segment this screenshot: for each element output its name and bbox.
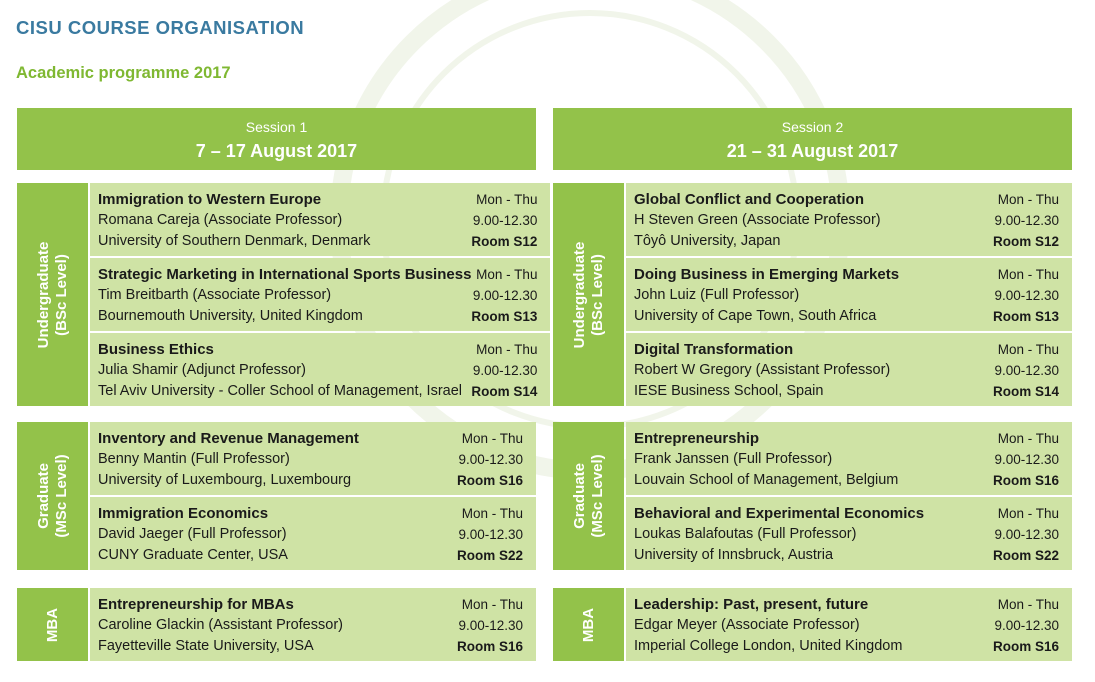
course-instructor: Edgar Meyer (Associate Professor) bbox=[634, 617, 860, 633]
course-instructor: Benny Mantin (Full Professor) bbox=[98, 451, 290, 467]
course-card bbox=[626, 588, 1072, 661]
course-institution: Louvain School of Management, Belgium bbox=[634, 472, 899, 488]
session-dates: 21 – 31 August 2017 bbox=[726, 141, 899, 161]
level-label bbox=[553, 422, 624, 570]
course-room: Room S13 bbox=[992, 309, 1059, 324]
course-time: 9.00-12.30 bbox=[472, 288, 538, 303]
level-sub: (BSc Level) bbox=[52, 253, 70, 336]
level-label bbox=[17, 588, 88, 661]
page-title: CISU COURSE ORGANISATION bbox=[16, 17, 305, 38]
course-days: Mon - Thu bbox=[997, 267, 1059, 282]
course-instructor: David Jaeger (Full Professor) bbox=[98, 526, 287, 542]
course-institution: Imperial College London, United Kingdom bbox=[634, 638, 903, 654]
level-block-graduate bbox=[17, 422, 536, 570]
session-header bbox=[17, 108, 536, 170]
page-subtitle: Academic programme 2017 bbox=[16, 64, 231, 82]
level-block-undergraduate bbox=[17, 183, 536, 406]
course-time: 9.00-12.30 bbox=[994, 213, 1059, 228]
course-card bbox=[626, 497, 1072, 570]
level-block-mba bbox=[17, 588, 536, 661]
course-time: 9.00-12.30 bbox=[472, 213, 538, 228]
course-title: Digital Transformation bbox=[634, 341, 794, 358]
course-card bbox=[90, 183, 550, 256]
level-block-graduate bbox=[553, 422, 1072, 570]
course-room: Room S16 bbox=[992, 473, 1059, 488]
level-name: MBA bbox=[579, 607, 597, 642]
course-room: Room S22 bbox=[456, 548, 523, 563]
course-card bbox=[626, 183, 1072, 256]
level-sub: (MSc Level) bbox=[52, 454, 70, 538]
level-name: Undergraduate bbox=[570, 241, 588, 348]
course-card bbox=[90, 588, 536, 661]
course-days: Mon - Thu bbox=[997, 431, 1059, 446]
course-time: 9.00-12.30 bbox=[994, 363, 1059, 378]
course-card bbox=[90, 422, 536, 495]
session-column-2 bbox=[553, 108, 1072, 654]
course-days: Mon - Thu bbox=[997, 597, 1059, 612]
course-institution: Tel Aviv University - Coller School of Management, Israel bbox=[98, 383, 462, 399]
course-institution: CUNY Graduate Center, USA bbox=[98, 547, 288, 563]
course-days: Mon - Thu bbox=[461, 431, 523, 446]
course-time: 9.00-12.30 bbox=[994, 527, 1059, 542]
course-room: Room S16 bbox=[456, 639, 523, 654]
session-header bbox=[553, 108, 1072, 170]
level-sub: (BSc Level) bbox=[588, 253, 606, 336]
course-room: Room S16 bbox=[456, 473, 523, 488]
course-room: Room S12 bbox=[992, 234, 1059, 249]
course-room: Room S13 bbox=[471, 309, 538, 324]
course-instructor: Robert W Gregory (Assistant Professor) bbox=[634, 362, 891, 378]
course-title: Strategic Marketing in International Sports Business bbox=[98, 266, 472, 283]
level-label bbox=[17, 183, 88, 406]
course-card bbox=[90, 258, 550, 331]
course-card bbox=[626, 422, 1072, 495]
level-block-mba bbox=[553, 588, 1072, 661]
course-time: 9.00-12.30 bbox=[472, 363, 538, 378]
course-instructor: Loukas Balafoutas (Full Professor) bbox=[634, 526, 857, 542]
course-title: Immigration to Western Europe bbox=[98, 191, 322, 208]
course-title: Behavioral and Experimental Economics bbox=[634, 505, 925, 522]
session-column-1 bbox=[17, 108, 538, 654]
course-title: Inventory and Revenue Management bbox=[98, 430, 359, 447]
course-title: Global Conflict and Cooperation bbox=[634, 191, 864, 208]
course-institution: University of Luxembourg, Luxembourg bbox=[98, 472, 352, 488]
course-room: Room S22 bbox=[992, 548, 1059, 563]
course-room: Room S14 bbox=[992, 384, 1059, 399]
course-card bbox=[626, 333, 1072, 406]
course-room: Room S12 bbox=[471, 234, 538, 249]
course-institution: Tôyô University, Japan bbox=[634, 233, 781, 249]
course-institution: University of Southern Denmark, Denmark bbox=[98, 233, 371, 249]
level-name: Graduate bbox=[34, 463, 52, 529]
course-days: Mon - Thu bbox=[476, 267, 538, 282]
level-name: Graduate bbox=[570, 463, 588, 529]
level-sub: (MSc Level) bbox=[588, 454, 606, 538]
session-dates: 7 – 17 August 2017 bbox=[195, 141, 358, 161]
level-block-undergraduate bbox=[553, 183, 1072, 406]
course-time: 9.00-12.30 bbox=[458, 618, 523, 633]
course-title: Entrepreneurship bbox=[634, 430, 760, 447]
course-instructor: Caroline Glackin (Assistant Professor) bbox=[98, 617, 343, 633]
course-instructor: Tim Breitbarth (Associate Professor) bbox=[98, 287, 332, 303]
course-institution: Fayetteville State University, USA bbox=[98, 638, 314, 654]
course-institution: University of Cape Town, South Africa bbox=[634, 308, 877, 324]
course-instructor: Frank Janssen (Full Professor) bbox=[634, 451, 833, 467]
course-instructor: Romana Careja (Associate Professor) bbox=[98, 212, 343, 228]
course-title: Immigration Economics bbox=[98, 505, 269, 522]
course-room: Room S16 bbox=[992, 639, 1059, 654]
course-instructor: Julia Shamir (Adjunct Professor) bbox=[98, 362, 306, 378]
level-label bbox=[553, 183, 624, 406]
course-card bbox=[90, 497, 536, 570]
session-label: Session 2 bbox=[781, 119, 844, 135]
course-instructor: H Steven Green (Associate Professor) bbox=[634, 212, 881, 228]
course-institution: Bournemouth University, United Kingdom bbox=[98, 308, 363, 324]
course-days: Mon - Thu bbox=[997, 192, 1059, 207]
level-name: Undergraduate bbox=[34, 241, 52, 348]
course-time: 9.00-12.30 bbox=[458, 527, 523, 542]
course-days: Mon - Thu bbox=[997, 506, 1059, 521]
course-title: Business Ethics bbox=[98, 341, 214, 358]
course-days: Mon - Thu bbox=[476, 192, 538, 207]
course-room: Room S14 bbox=[471, 384, 538, 399]
level-label bbox=[17, 422, 88, 570]
course-days: Mon - Thu bbox=[461, 506, 523, 521]
course-institution: University of Innsbruck, Austria bbox=[634, 547, 834, 563]
course-days: Mon - Thu bbox=[997, 342, 1059, 357]
level-name: MBA bbox=[43, 607, 61, 642]
course-days: Mon - Thu bbox=[476, 342, 538, 357]
course-instructor: John Luiz (Full Professor) bbox=[634, 287, 800, 303]
course-card bbox=[626, 258, 1072, 331]
session-label: Session 1 bbox=[245, 119, 308, 135]
course-card bbox=[90, 333, 550, 406]
course-days: Mon - Thu bbox=[461, 597, 523, 612]
course-institution: IESE Business School, Spain bbox=[634, 383, 824, 399]
course-title: Doing Business in Emerging Markets bbox=[634, 266, 900, 283]
course-title: Entrepreneurship for MBAs bbox=[98, 596, 294, 613]
course-time: 9.00-12.30 bbox=[458, 452, 523, 467]
course-time: 9.00-12.30 bbox=[994, 618, 1059, 633]
course-time: 9.00-12.30 bbox=[994, 288, 1059, 303]
course-time: 9.00-12.30 bbox=[994, 452, 1059, 467]
course-title: Leadership: Past, present, future bbox=[634, 596, 869, 613]
level-label bbox=[553, 588, 624, 661]
